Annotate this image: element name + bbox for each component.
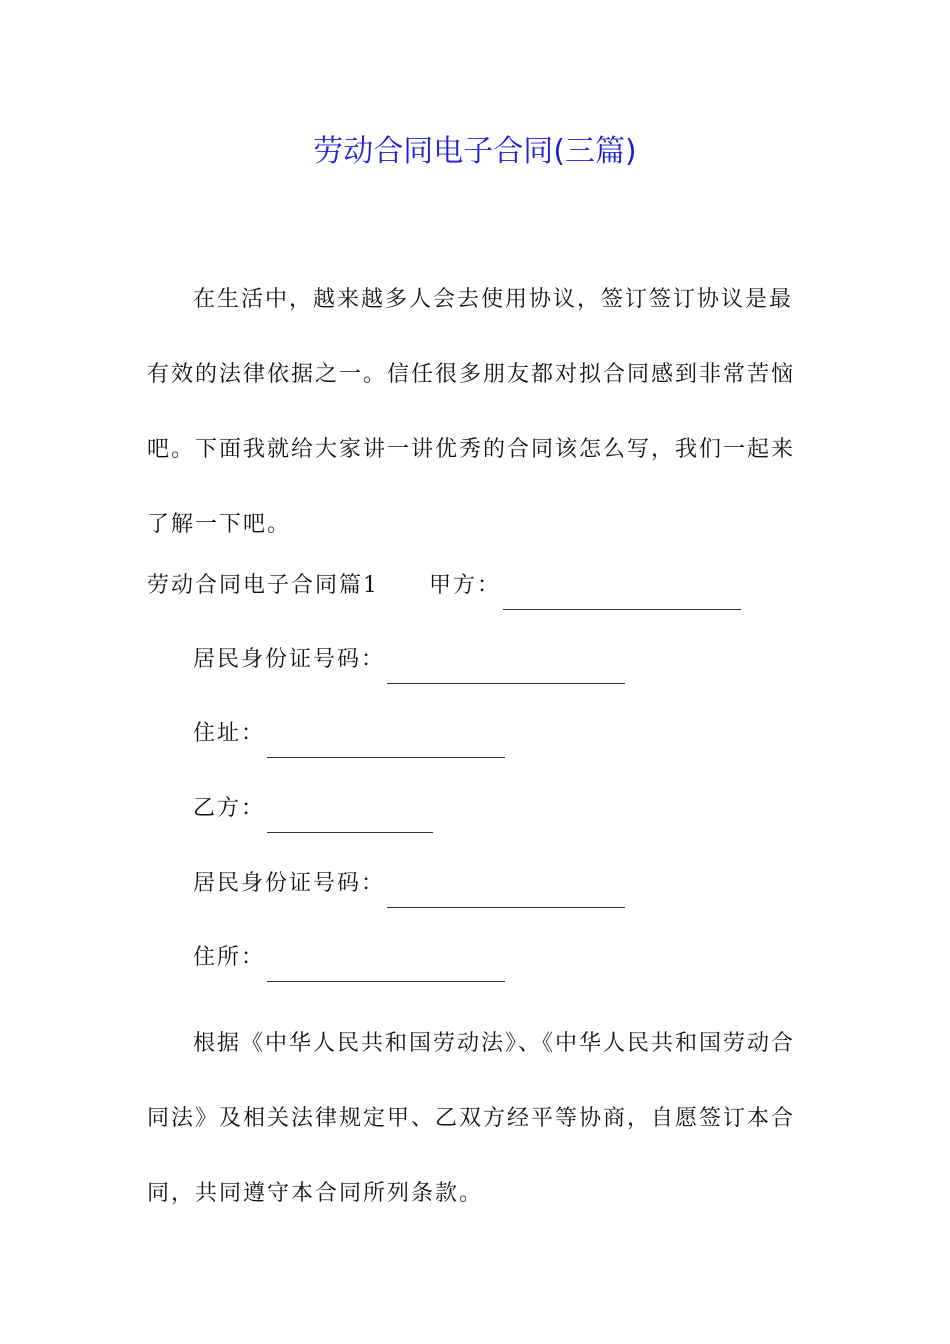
party-a-label: 甲方： [429,573,502,598]
section-heading-line [147,562,741,610]
section-heading: 劳动合同电子合同篇1 [147,573,379,598]
party-a-address-label: 住址： [193,721,266,746]
party-b-id-line [193,860,625,908]
party-b-residence-blank [267,951,505,982]
party-a-id-line [193,636,625,684]
party-b-line [193,785,433,833]
document-title: 劳动合同电子合同(三篇) [313,134,637,169]
party-a-address-blank [267,727,505,758]
party-a-id-blank [387,653,625,684]
party-a-blank [503,579,741,610]
party-b-id-blank [387,877,625,908]
party-b-residence-line [193,934,505,982]
intro-paragraph: 在生活中，越来越多人会去使用协议，签订签订协议是最有效的法律依据之一。信任很多朋友都对拟合同感到非常苦恼吧。下面我就给大家讲一讲优秀的合同该怎么写，我们一起来了解一下吧。 [147,287,796,537]
party-b-blank [267,802,433,833]
party-b-id-label: 居民身份证号码： [193,871,386,896]
law-paragraph: 根据《中华人民共和国劳动法》、《中华人民共和国劳动合同法》及相关法律规定甲、乙双方经平等协商，自愿签订本合同，共同遵守本合同所列条款。 [147,1031,796,1206]
party-a-address-line [193,710,505,758]
party-b-residence-label: 住所： [193,945,266,970]
party-b-label: 乙方： [193,796,266,821]
party-a-id-label: 居民身份证号码： [193,647,386,672]
